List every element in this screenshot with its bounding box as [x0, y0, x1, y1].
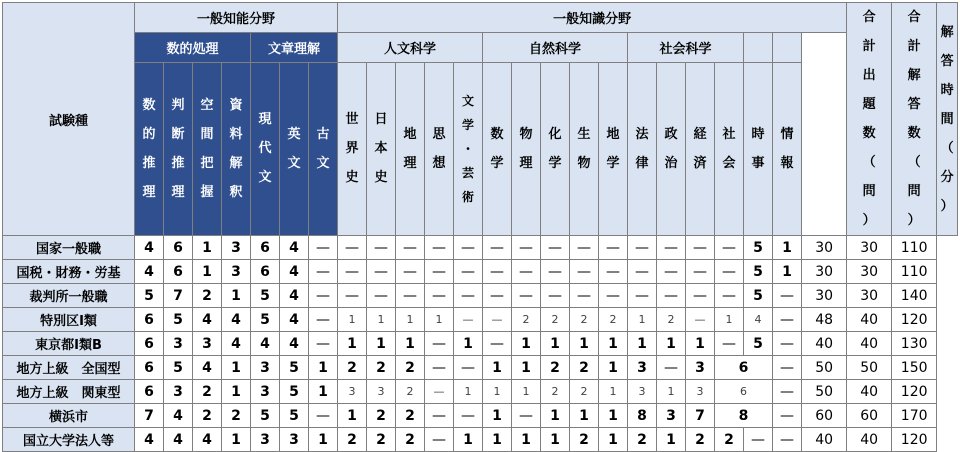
cell-sujiteki-suiri: 7 — [135, 404, 164, 428]
exam-subjects-table — [2, 2, 958, 452]
cell-answer-time: 150 — [892, 356, 937, 380]
cell-handan-suiri: 6 — [164, 236, 193, 260]
cell-gendaibun: 3 — [251, 356, 280, 380]
cell-chigaku: 1 — [599, 404, 628, 428]
row-exam-name: 地方上級 関東型 — [3, 380, 135, 404]
table-row — [3, 260, 958, 284]
table-body — [3, 236, 958, 452]
cell-chiri: — — [396, 284, 425, 308]
cell-answer-time: 120 — [892, 308, 937, 332]
cell-chigaku: — — [599, 260, 628, 284]
cell-keizai: — — [686, 284, 715, 308]
cell-gendaibun: 6 — [251, 236, 280, 260]
cell-horitsu: — — [628, 260, 657, 284]
cell-sujiteki-suiri: 6 — [135, 308, 164, 332]
cell-horitsu: 1 — [628, 308, 657, 332]
cell-kobun: — — [309, 236, 338, 260]
cell-shiryo-kaishaku: 1 — [222, 380, 251, 404]
row-exam-name: 特別区Ⅰ類 — [3, 308, 135, 332]
header-exam-type: 試験種 — [3, 3, 135, 236]
cell-kobun: — — [309, 260, 338, 284]
cell-kobun: 1 — [309, 428, 338, 452]
header-answer-time: 解 答 時 間 （ 分 ） — [937, 3, 958, 236]
cell-gendaibun: 5 — [251, 308, 280, 332]
cell-butsuri: 2 — [512, 308, 541, 332]
header-natural-sciences: 自然科学 — [483, 32, 628, 62]
cell-kobun: 1 — [309, 380, 338, 404]
cell-answer-time: 140 — [892, 284, 937, 308]
cell-kobun: 1 — [309, 356, 338, 380]
cell-joho: — — [773, 404, 802, 428]
header-total-answers: 合 計 解 答 数 （ 問 ） — [892, 3, 937, 236]
cell-nihonshi: — — [367, 260, 396, 284]
cell-shakai-jiji: 8 — [715, 404, 773, 428]
cell-chigaku: 1 — [599, 380, 628, 404]
cell-shiso: — — [425, 332, 454, 356]
cell-handan-suiri: 3 — [164, 332, 193, 356]
cell-sujiteki-suiri: 5 — [135, 284, 164, 308]
cell-sugaku: 1 — [483, 356, 512, 380]
cell-total-questions: 30 — [802, 236, 847, 260]
cell-seibutsu: — — [570, 260, 599, 284]
cell-handan-suiri: 4 — [164, 404, 193, 428]
cell-gendaibun: 5 — [251, 284, 280, 308]
header-humanities: 人文科学 — [338, 32, 483, 62]
cell-bungaku: — — [454, 404, 483, 428]
cell-chiri: — — [396, 236, 425, 260]
cell-chigaku: — — [599, 236, 628, 260]
cell-sekaishi: 1 — [338, 404, 367, 428]
cell-kagaku: 2 — [541, 356, 570, 380]
cell-kukan-haaku: 2 — [193, 380, 222, 404]
cell-kobun: — — [309, 332, 338, 356]
cell-eibun: 4 — [280, 260, 309, 284]
cell-handan-suiri: 4 — [164, 428, 193, 452]
cell-kagaku: — — [541, 284, 570, 308]
cell-kagaku: 2 — [541, 308, 570, 332]
cell-joho: — — [773, 308, 802, 332]
cell-total-answers: 40 — [847, 380, 892, 404]
header-subject-kagaku: 化 学 — [541, 62, 570, 235]
header-subject-handan-suiri: 判 断 推 理 — [164, 62, 193, 235]
cell-shiso: — — [425, 428, 454, 452]
header-subject-sujiteki-suiri: 数 的 推 理 — [135, 62, 164, 235]
cell-kukan-haaku: 4 — [193, 428, 222, 452]
header-general-ability: 一般知能分野 — [135, 3, 338, 33]
cell-sugaku: — — [483, 260, 512, 284]
header-social-sciences: 社会科学 — [628, 32, 744, 62]
cell-eibun: 4 — [280, 332, 309, 356]
cell-seiji: — — [657, 284, 686, 308]
cell-horitsu: 8 — [628, 404, 657, 428]
cell-bungaku: — — [454, 308, 483, 332]
cell-gendaibun: 6 — [251, 260, 280, 284]
cell-seibutsu: 2 — [570, 308, 599, 332]
cell-shiso: — — [425, 236, 454, 260]
cell-nihonshi: — — [367, 236, 396, 260]
cell-kobun: — — [309, 404, 338, 428]
cell-butsuri: — — [512, 236, 541, 260]
cell-chiri: 2 — [396, 356, 425, 380]
cell-jiji: 4 — [744, 308, 773, 332]
cell-total-answers: 60 — [847, 404, 892, 428]
cell-jiji: 5 — [744, 236, 773, 260]
cell-nihonshi: — — [367, 284, 396, 308]
cell-gendaibun: 5 — [251, 404, 280, 428]
cell-answer-time: 110 — [892, 260, 937, 284]
cell-keizai: 7 — [686, 404, 715, 428]
cell-shakai: 1 — [715, 308, 744, 332]
cell-handan-suiri: 5 — [164, 356, 193, 380]
cell-seiji: — — [657, 356, 686, 380]
cell-total-answers: 50 — [847, 356, 892, 380]
cell-sujiteki-suiri: 4 — [135, 236, 164, 260]
cell-shiso: — — [425, 356, 454, 380]
header-subject-sugaku: 数 学 — [483, 62, 512, 235]
cell-keizai: — — [686, 260, 715, 284]
cell-butsuri: 1 — [512, 356, 541, 380]
cell-nihonshi: 2 — [367, 404, 396, 428]
cell-horitsu: 3 — [628, 380, 657, 404]
cell-joho: — — [773, 332, 802, 356]
cell-sugaku: 1 — [483, 380, 512, 404]
cell-kagaku: 1 — [541, 428, 570, 452]
cell-total-questions: 50 — [802, 380, 847, 404]
cell-chiri: 1 — [396, 308, 425, 332]
cell-chigaku: — — [599, 284, 628, 308]
row-exam-name: 東京都Ⅰ類B — [3, 332, 135, 356]
cell-total-questions: 60 — [802, 404, 847, 428]
cell-handan-suiri: 6 — [164, 260, 193, 284]
cell-joho: — — [773, 380, 802, 404]
header-subject-kukan-haaku: 空 間 把 握 — [193, 62, 222, 235]
cell-seibutsu: 1 — [570, 404, 599, 428]
cell-chigaku: 1 — [599, 428, 628, 452]
cell-total-answers: 30 — [847, 236, 892, 260]
cell-sekaishi: — — [338, 260, 367, 284]
row-exam-name: 国立大学法人等 — [3, 428, 135, 452]
cell-shiryo-kaishaku: 1 — [222, 428, 251, 452]
header-subject-shiryo-kaishaku: 資 料 解 釈 — [222, 62, 251, 235]
row-exam-name: 地方上級 全国型 — [3, 356, 135, 380]
cell-gendaibun: 4 — [251, 332, 280, 356]
cell-horitsu: 1 — [628, 332, 657, 356]
cell-seiji: 1 — [657, 332, 686, 356]
header-text-understanding: 文章理解 — [251, 32, 338, 62]
cell-total-answers: 30 — [847, 284, 892, 308]
cell-jiji: 5 — [744, 284, 773, 308]
cell-shiryo-kaishaku: 2 — [222, 404, 251, 428]
header-subject-sekaishi: 世 界 史 — [338, 62, 367, 235]
header-total-questions: 合 計 出 題 数 （ 問 ） — [847, 3, 892, 236]
cell-total-questions: 30 — [802, 260, 847, 284]
cell-kagaku: 2 — [541, 380, 570, 404]
cell-seiji: 2 — [657, 308, 686, 332]
header-subject-chiri: 地 理 — [396, 62, 425, 235]
cell-sekaishi: 1 — [338, 332, 367, 356]
cell-sugaku: — — [483, 284, 512, 308]
table-row — [3, 380, 958, 404]
cell-total-questions: 40 — [802, 332, 847, 356]
table-row — [3, 332, 958, 356]
cell-kukan-haaku: 1 — [193, 236, 222, 260]
cell-total-answers: 40 — [847, 308, 892, 332]
cell-answer-time: 130 — [892, 332, 937, 356]
cell-chigaku: 1 — [599, 356, 628, 380]
table-row — [3, 236, 958, 260]
header-subject-horitsu: 法 律 — [628, 62, 657, 235]
cell-jiji: 5 — [744, 260, 773, 284]
cell-shiso: 1 — [425, 308, 454, 332]
cell-horitsu: — — [628, 284, 657, 308]
cell-sugaku: — — [483, 308, 512, 332]
cell-butsuri: 1 — [512, 428, 541, 452]
cell-kobun: — — [309, 308, 338, 332]
cell-shakai: — — [715, 236, 744, 260]
cell-joho: — — [773, 356, 802, 380]
cell-bungaku: — — [454, 236, 483, 260]
cell-kobun: — — [309, 284, 338, 308]
cell-chiri: 1 — [396, 332, 425, 356]
cell-seiji: 1 — [657, 428, 686, 452]
cell-total-answers: 40 — [847, 428, 892, 452]
header-subject-bungaku: 文 学 ・ 芸 術 — [454, 62, 483, 235]
cell-shiryo-kaishaku: 1 — [222, 356, 251, 380]
cell-handan-suiri: 3 — [164, 380, 193, 404]
cell-shakai: 2 — [715, 428, 744, 452]
cell-eibun: 4 — [280, 308, 309, 332]
cell-shiso: — — [425, 404, 454, 428]
cell-keizai: — — [686, 236, 715, 260]
header-subject-eibun: 英 文 — [280, 62, 309, 235]
cell-kagaku: 1 — [541, 404, 570, 428]
cell-keizai: 3 — [686, 380, 715, 404]
cell-seiji: 3 — [657, 404, 686, 428]
cell-gendaibun: 3 — [251, 380, 280, 404]
header-subject-jiji: 時 事 — [744, 62, 773, 235]
cell-kukan-haaku: 2 — [193, 284, 222, 308]
cell-butsuri: — — [512, 284, 541, 308]
cell-chigaku: 1 — [599, 332, 628, 356]
header-subject-butsuri: 物 理 — [512, 62, 541, 235]
cell-total-questions: 30 — [802, 284, 847, 308]
cell-answer-time: 170 — [892, 404, 937, 428]
cell-nihonshi: 1 — [367, 308, 396, 332]
cell-nihonshi: 1 — [367, 332, 396, 356]
cell-butsuri: 1 — [512, 332, 541, 356]
header-subject-gendaibun: 現 代 文 — [251, 62, 280, 235]
row-exam-name: 横浜市 — [3, 404, 135, 428]
cell-shakai: — — [715, 284, 744, 308]
cell-shiryo-kaishaku: 3 — [222, 236, 251, 260]
cell-kukan-haaku: 4 — [193, 308, 222, 332]
cell-chiri: 2 — [396, 404, 425, 428]
cell-sugaku: — — [483, 332, 512, 356]
cell-keizai: 3 — [686, 356, 715, 380]
cell-kukan-haaku: 1 — [193, 260, 222, 284]
table-header — [3, 3, 958, 236]
cell-butsuri: 1 — [512, 380, 541, 404]
cell-keizai: 2 — [686, 428, 715, 452]
cell-sugaku: 1 — [483, 428, 512, 452]
cell-total-answers: 30 — [847, 260, 892, 284]
cell-bungaku: — — [454, 284, 483, 308]
cell-keizai: 1 — [686, 332, 715, 356]
cell-eibun: 5 — [280, 404, 309, 428]
row-exam-name: 国家一般職 — [3, 236, 135, 260]
cell-butsuri: — — [512, 260, 541, 284]
cell-chiri: 2 — [396, 380, 425, 404]
cell-sekaishi: — — [338, 284, 367, 308]
header-blank-joho — [773, 32, 802, 62]
cell-chigaku: 2 — [599, 308, 628, 332]
cell-sekaishi: 2 — [338, 356, 367, 380]
header-subject-nihonshi: 日 本 史 — [367, 62, 396, 235]
cell-eibun: 5 — [280, 380, 309, 404]
cell-total-questions: 48 — [802, 308, 847, 332]
cell-eibun: 5 — [280, 356, 309, 380]
cell-shiryo-kaishaku: 4 — [222, 332, 251, 356]
header-subject-seiji: 政 治 — [657, 62, 686, 235]
cell-eibun: 4 — [280, 236, 309, 260]
cell-nihonshi: 3 — [367, 380, 396, 404]
cell-sujiteki-suiri: 6 — [135, 332, 164, 356]
cell-seibutsu: — — [570, 284, 599, 308]
cell-seiji: 1 — [657, 380, 686, 404]
cell-bungaku: 1 — [454, 380, 483, 404]
header-numerical: 数的処理 — [135, 32, 251, 62]
cell-seibutsu: 2 — [570, 356, 599, 380]
cell-bungaku: 1 — [454, 428, 483, 452]
cell-nihonshi: 2 — [367, 356, 396, 380]
cell-bungaku: — — [454, 260, 483, 284]
cell-jiji: — — [744, 428, 773, 452]
cell-handan-suiri: 5 — [164, 308, 193, 332]
cell-kagaku: — — [541, 236, 570, 260]
cell-shiso: — — [425, 260, 454, 284]
header-subject-kobun: 古 文 — [309, 62, 338, 235]
table-row — [3, 404, 958, 428]
header-subject-shiso: 思 想 — [425, 62, 454, 235]
cell-shiryo-kaishaku: 3 — [222, 260, 251, 284]
header-general-knowledge: 一般知識分野 — [338, 3, 847, 33]
cell-shiryo-kaishaku: 1 — [222, 284, 251, 308]
cell-sujiteki-suiri: 6 — [135, 356, 164, 380]
cell-nihonshi: 2 — [367, 428, 396, 452]
cell-joho: 1 — [773, 260, 802, 284]
cell-shakai: — — [715, 332, 744, 356]
cell-bungaku: 1 — [454, 332, 483, 356]
cell-kukan-haaku: 2 — [193, 404, 222, 428]
cell-answer-time: 120 — [892, 380, 937, 404]
cell-sujiteki-suiri: 4 — [135, 260, 164, 284]
cell-horitsu: 2 — [628, 428, 657, 452]
cell-kagaku: — — [541, 260, 570, 284]
cell-sekaishi: — — [338, 236, 367, 260]
cell-seibutsu: 2 — [570, 428, 599, 452]
cell-shakai-jiji: 6 — [715, 380, 773, 404]
cell-keizai: — — [686, 308, 715, 332]
cell-sugaku: 1 — [483, 404, 512, 428]
cell-seibutsu: 1 — [570, 332, 599, 356]
table-row — [3, 284, 958, 308]
cell-shiso: — — [425, 380, 454, 404]
cell-sujiteki-suiri: 6 — [135, 380, 164, 404]
cell-kagaku: 1 — [541, 332, 570, 356]
cell-shakai: — — [715, 260, 744, 284]
cell-joho: 1 — [773, 236, 802, 260]
cell-butsuri: — — [512, 404, 541, 428]
cell-sekaishi: 3 — [338, 380, 367, 404]
header-subject-shakai: 社 会 — [715, 62, 744, 235]
cell-horitsu: — — [628, 236, 657, 260]
cell-shiryo-kaishaku: 4 — [222, 308, 251, 332]
cell-handan-suiri: 7 — [164, 284, 193, 308]
row-exam-name: 裁判所一般職 — [3, 284, 135, 308]
table-row — [3, 308, 958, 332]
cell-seibutsu: 2 — [570, 380, 599, 404]
cell-sekaishi: 2 — [338, 428, 367, 452]
cell-shakai-jiji: 6 — [715, 356, 773, 380]
cell-eibun: 4 — [280, 284, 309, 308]
header-subject-keizai: 経 済 — [686, 62, 715, 235]
cell-kukan-haaku: 3 — [193, 332, 222, 356]
cell-seiji: — — [657, 236, 686, 260]
cell-sujiteki-suiri: 4 — [135, 428, 164, 452]
cell-shiso: — — [425, 284, 454, 308]
cell-horitsu: 3 — [628, 356, 657, 380]
header-subject-chigaku: 地 学 — [599, 62, 628, 235]
cell-total-questions: 40 — [802, 428, 847, 452]
header-subject-joho: 情 報 — [773, 62, 802, 235]
cell-kukan-haaku: 4 — [193, 356, 222, 380]
table-row — [3, 356, 958, 380]
cell-sugaku: — — [483, 236, 512, 260]
cell-jiji: 5 — [744, 332, 773, 356]
cell-chiri: 2 — [396, 428, 425, 452]
cell-joho: — — [773, 428, 802, 452]
cell-answer-time: 120 — [892, 428, 937, 452]
header-subject-seibutsu: 生 物 — [570, 62, 599, 235]
cell-seibutsu: — — [570, 236, 599, 260]
cell-seiji: — — [657, 260, 686, 284]
cell-chiri: — — [396, 260, 425, 284]
header-blank-jiji — [744, 32, 773, 62]
cell-bungaku: — — [454, 356, 483, 380]
cell-total-answers: 40 — [847, 332, 892, 356]
cell-sekaishi: 1 — [338, 308, 367, 332]
cell-joho: — — [773, 284, 802, 308]
row-exam-name: 国税・財務・労基 — [3, 260, 135, 284]
cell-gendaibun: 3 — [251, 428, 280, 452]
table-row — [3, 428, 958, 452]
cell-answer-time: 110 — [892, 236, 937, 260]
cell-eibun: 3 — [280, 428, 309, 452]
cell-total-questions: 50 — [802, 356, 847, 380]
